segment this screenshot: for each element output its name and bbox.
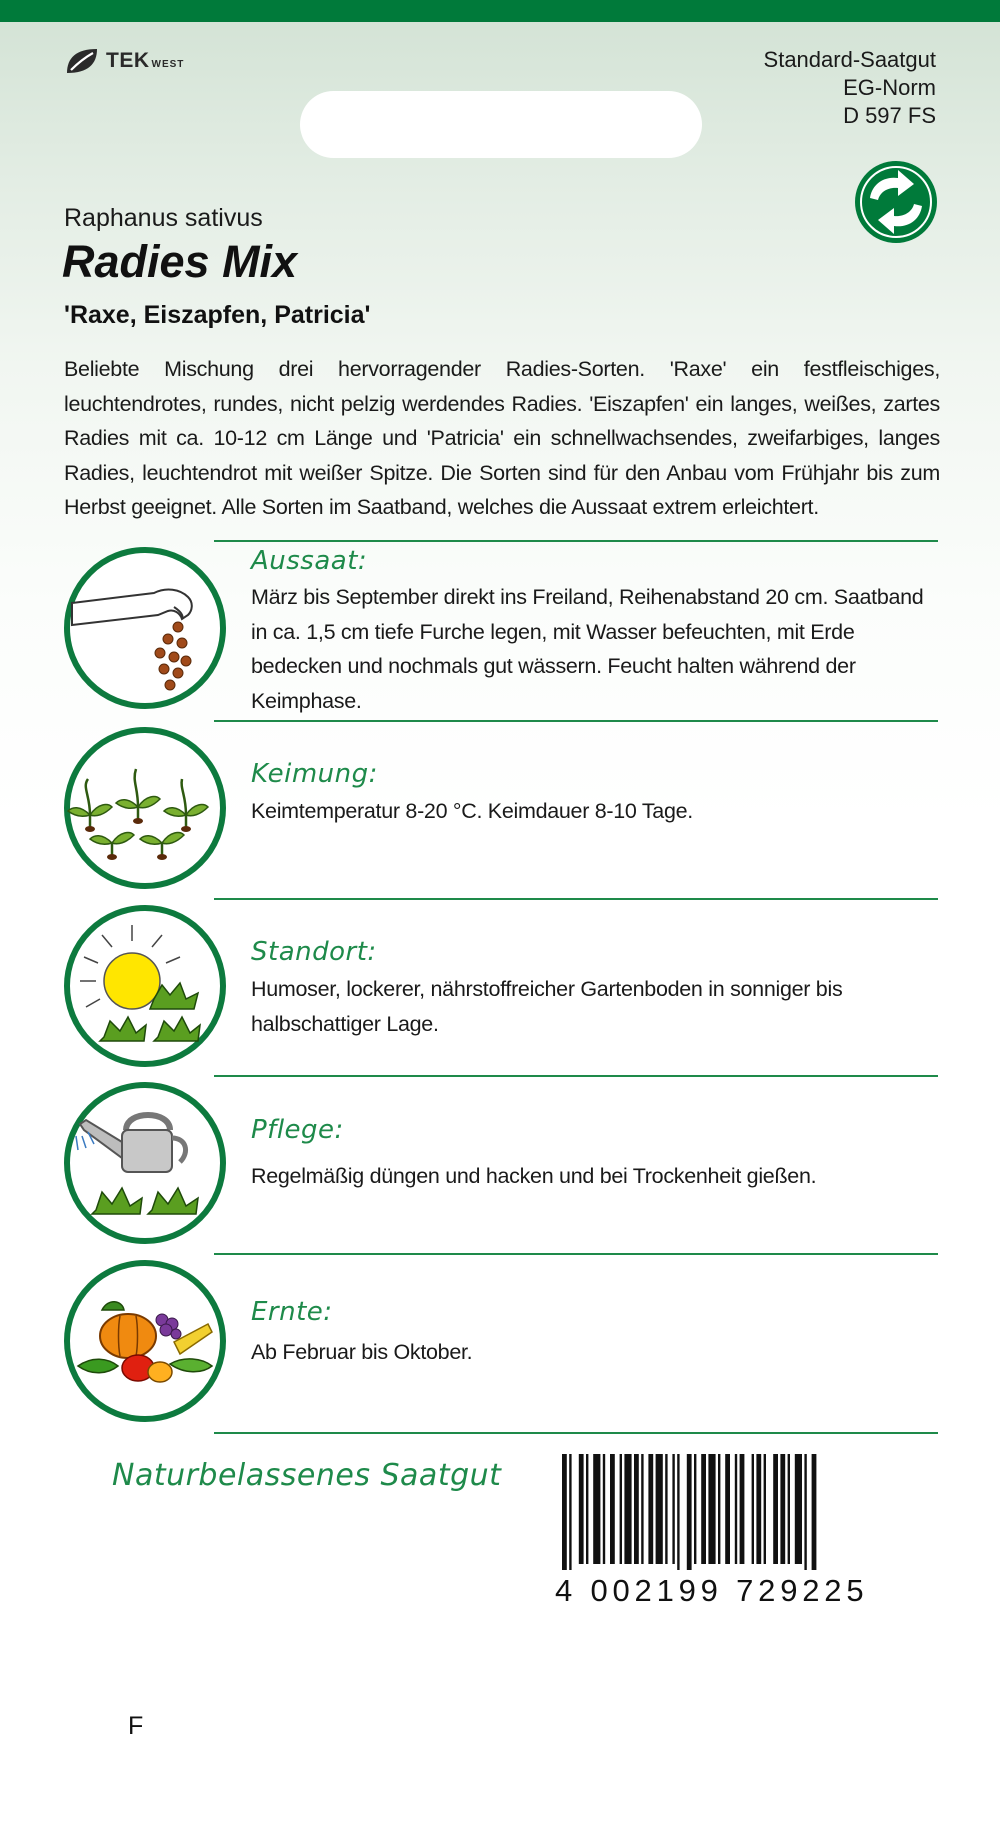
barcode-bar [708,1454,715,1564]
section-divider [214,720,938,722]
barcode-bar [795,1454,802,1564]
tagline: Naturbelassenes Saatgut [112,1458,502,1493]
sun-plants-icon [62,903,228,1069]
standard-line-2: EG-Norm [843,75,936,100]
section-divider [214,1432,938,1434]
barcode-bar [634,1454,639,1564]
barcode-bar [718,1454,720,1564]
section-heading-standort: Standort: [251,937,377,967]
barcode-icon [540,1450,910,1570]
barcode-bar [603,1454,605,1564]
product-description: Beliebte Mischung drei hervorragender Radies-Sorten. 'Raxe' ein festfleischiges, leuchtendrotes, rundes, nicht pelzig werdendes Radies. 'Eiszapfen' ein langes, weißes, zartes Radies mit ca. 10-12 cm Länge und 'Patricia' ein schnellwachsendes, zweifarbiges, langes Radies, leuchtendrot mit weißer Spitze. Die Sorten sind für den Anbau vom Frühjahr bis zum Herbst geeignet. Alle Sorten im Saatband, welches die Aussaat extrem erleichtert. [64,357,940,519]
brand-suffix: WEST [151,58,185,70]
section-body-ernte: Ab Februar bis Oktober. [251,1340,473,1364]
variety-names: 'Raxe, Eiszapfen, Patricia' [64,301,371,329]
section-heading-pflege: Pflege: [251,1115,344,1145]
barcode-bar [788,1454,790,1564]
barcode-bar [579,1454,584,1564]
watering-can-icon [62,1080,228,1246]
footer-code: F [128,1712,144,1740]
barcode-bar [586,1454,588,1564]
section-heading-keimung: Keimung: [251,759,378,789]
barcode-bar [648,1454,653,1564]
barcode-bar [773,1454,778,1564]
section-divider [214,1075,938,1077]
barcode-bar [562,1454,567,1570]
barcode-bar [569,1454,571,1570]
barcode-bar [735,1454,737,1564]
section-body-standort: Humoser, lockerer, nährstoffreicher Gartenboden in sonniger bis halbschattiger Lage. [251,977,843,1036]
barcode-bar [752,1454,754,1564]
brand-name: TEK [106,49,150,72]
barcode-bar [656,1454,663,1564]
leaf-icon [64,46,100,76]
section-divider [214,898,938,900]
barcode-bar [665,1454,667,1564]
barcode-bar [756,1454,761,1564]
barcode-bar [641,1454,643,1564]
top-green-bar [0,0,1000,22]
standard-line-1: Standard-Saatgut [763,47,936,72]
section-body-keimung: Keimtemperatur 8-20 °C. Keimdauer 8-10 Tage. [251,799,693,823]
barcode-bar [694,1454,696,1564]
recycle-mark-icon [852,158,940,246]
barcode-digits: 4 002199 729225 [555,1573,869,1608]
section-heading-ernte: Ernte: [251,1297,333,1327]
barcode-bar [624,1454,631,1564]
barcode-bar [620,1454,622,1564]
section-heading-aussaat: Aussaat: [251,546,368,576]
harvest-vegetables-icon [62,1258,228,1424]
section-body-aussaat: März bis September direkt ins Freiland, Reihenabstand 20 cm. Saatband in ca. 1,5 cm tiefe Furche legen, mit Wasser befeuchten, mit Erde bedecken und nochmals gut wässern. Feucht halten während der Keimphase. [251,585,924,713]
seedlings-icon [62,725,228,891]
barcode-bar [812,1454,817,1570]
botanical-name: Raphanus sativus [64,204,263,232]
brand-logo [64,46,184,76]
standard-info [764,46,936,130]
barcode-bar [593,1454,600,1564]
standard-line-3: D 597 FS [843,103,936,128]
section-divider [214,540,938,542]
barcode-bar [610,1454,615,1564]
product-title: Radies Mix [62,236,298,287]
section-divider [214,1253,938,1255]
barcode-bar [701,1454,706,1564]
barcode-bar [804,1454,806,1570]
barcode-bar [672,1454,674,1564]
barcode-bar [677,1454,679,1570]
barcode-bar [725,1454,730,1564]
label-window [300,91,702,158]
barcode-bar [780,1454,785,1564]
barcode-bar [764,1454,766,1564]
barcode-bar [687,1454,692,1570]
barcode-bar [740,1454,745,1564]
section-body-pflege: Regelmäßig düngen und hacken und bei Trockenheit gießen. [251,1164,817,1188]
sowing-hand-icon [62,545,228,711]
